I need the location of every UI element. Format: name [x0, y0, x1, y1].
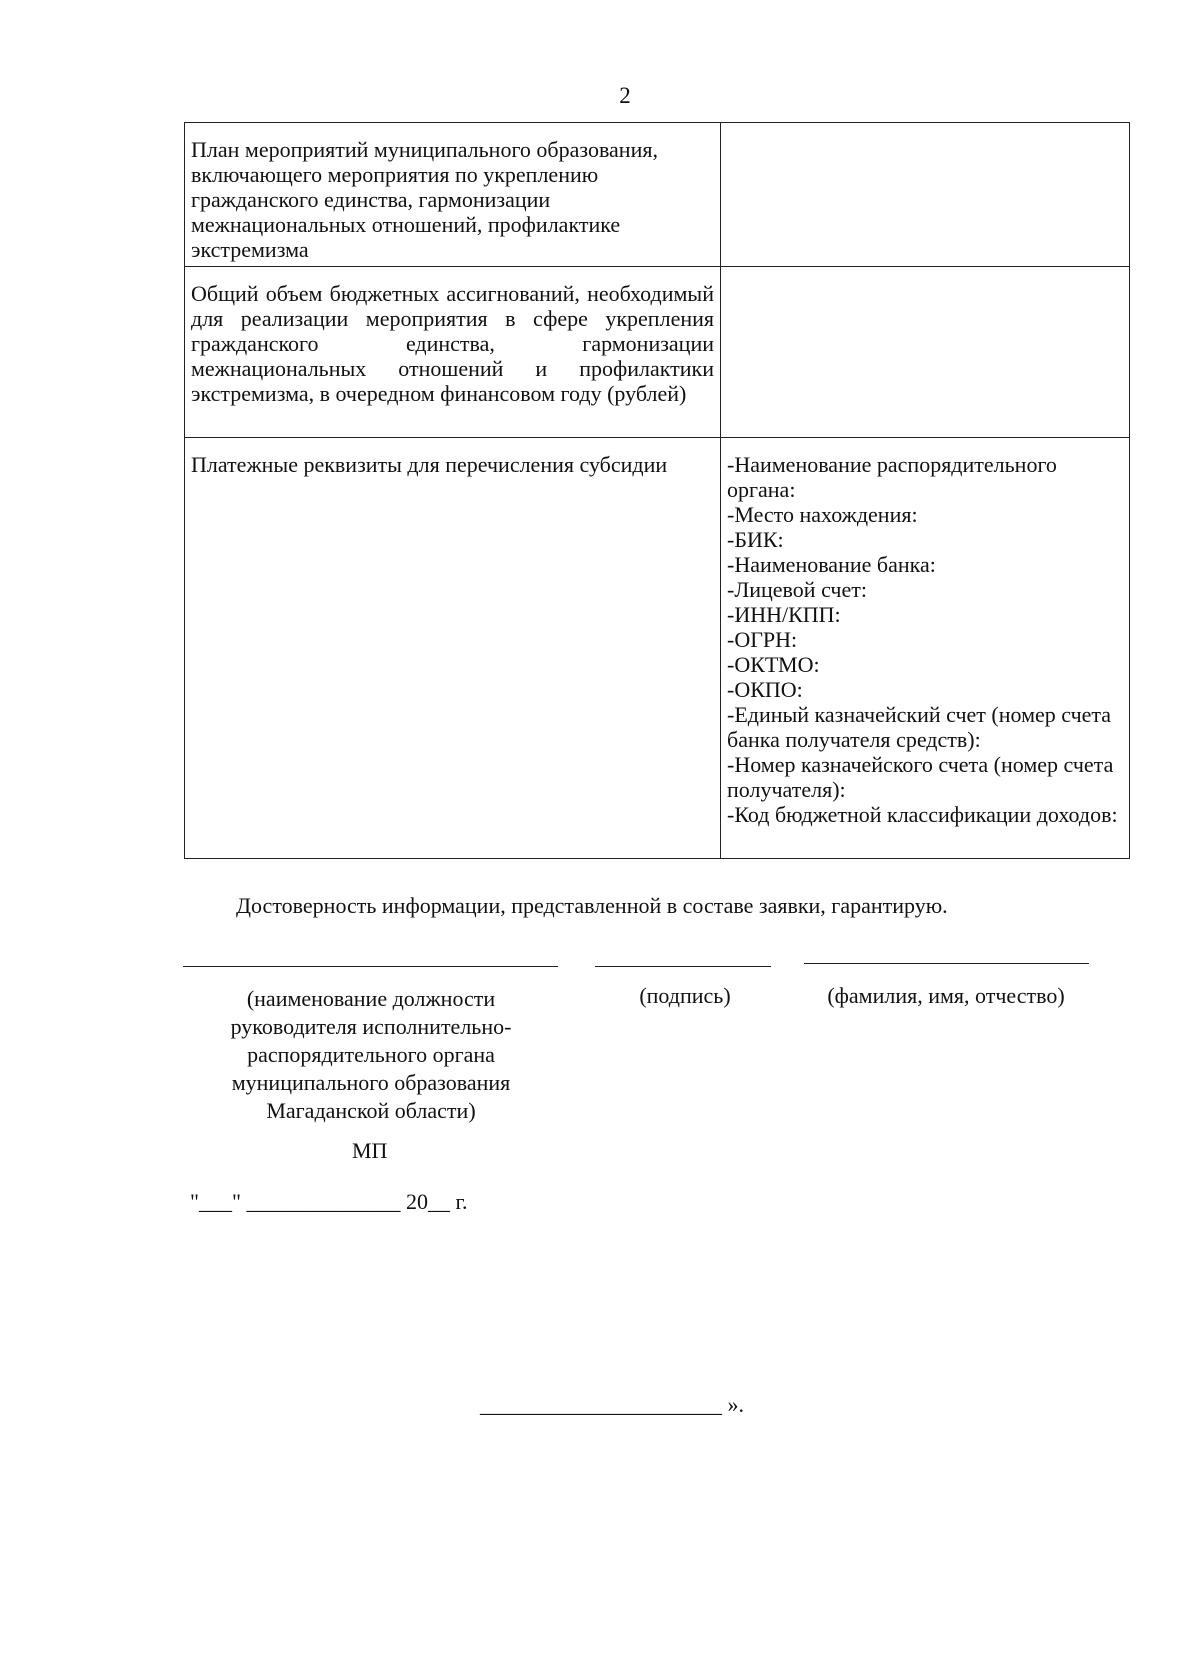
- requisite-item: -ИНН/КПП:: [727, 602, 841, 627]
- requisite-item: -Лицевой счет:: [727, 577, 867, 602]
- signature-line: [595, 966, 771, 967]
- requisite-item: -Код бюджетной классификации доходов:: [727, 802, 1118, 827]
- table-row-value: [721, 123, 1130, 267]
- application-table: [184, 122, 1130, 859]
- position-caption: (наименование должности руководителя исполнительно-распорядительного органа муниципального образования Магаданской области): [230, 986, 512, 1123]
- requisite-item: -Наименование распорядительного органа:: [727, 452, 1057, 502]
- table-row: [185, 267, 1130, 438]
- requisite-item: -БИК:: [727, 527, 784, 552]
- table-row-label: План мероприятий муниципального образования, включающего мероприятия по укреплению гражданского единства, гармонизации межнациональных отношений, профилактике экстремизма: [185, 123, 721, 267]
- signature-caption: (подпись): [639, 983, 731, 1008]
- requisite-item: -ОКТМО:: [727, 652, 820, 677]
- requisite-item: -Номер казначейского счета (номер счета получателя):: [727, 752, 1114, 802]
- closing-line: ______________________ ».: [480, 1392, 744, 1417]
- position-signature-line: [183, 966, 558, 967]
- assurance-statement: Достоверность информации, представленной в составе заявки, гарантирую.: [236, 893, 948, 918]
- name-signature-line: [804, 963, 1089, 964]
- page-number: 2: [619, 83, 631, 108]
- requisite-item: -Наименование банка:: [727, 552, 936, 577]
- table-row-label: Платежные реквизиты для перечисления субсидии: [185, 438, 721, 859]
- table-row-value: [721, 267, 1130, 438]
- table-row-label: Общий объем бюджетных ассигнований, необходимый для реализации мероприятия в сфере укрепления гражданского единства, гармонизации межнациональных отношений и профилактики экстремизма, в очередном финансовом году (рублей): [185, 267, 721, 438]
- table-row: [185, 438, 1130, 859]
- table-row: [185, 123, 1130, 267]
- payment-requisites-list: [721, 438, 1130, 859]
- requisite-item: -Единый казначейский счет (номер счета банка получателя средств):: [727, 702, 1112, 752]
- stamp-label: МП: [352, 1138, 388, 1163]
- requisite-item: -ОГРН:: [727, 627, 798, 652]
- requisite-item: -ОКПО:: [727, 677, 803, 702]
- date-line: "___" ______________ 20__ г.: [190, 1189, 468, 1214]
- requisite-item: -Место нахождения:: [727, 502, 918, 527]
- name-caption: (фамилия, имя, отчество): [827, 983, 1065, 1008]
